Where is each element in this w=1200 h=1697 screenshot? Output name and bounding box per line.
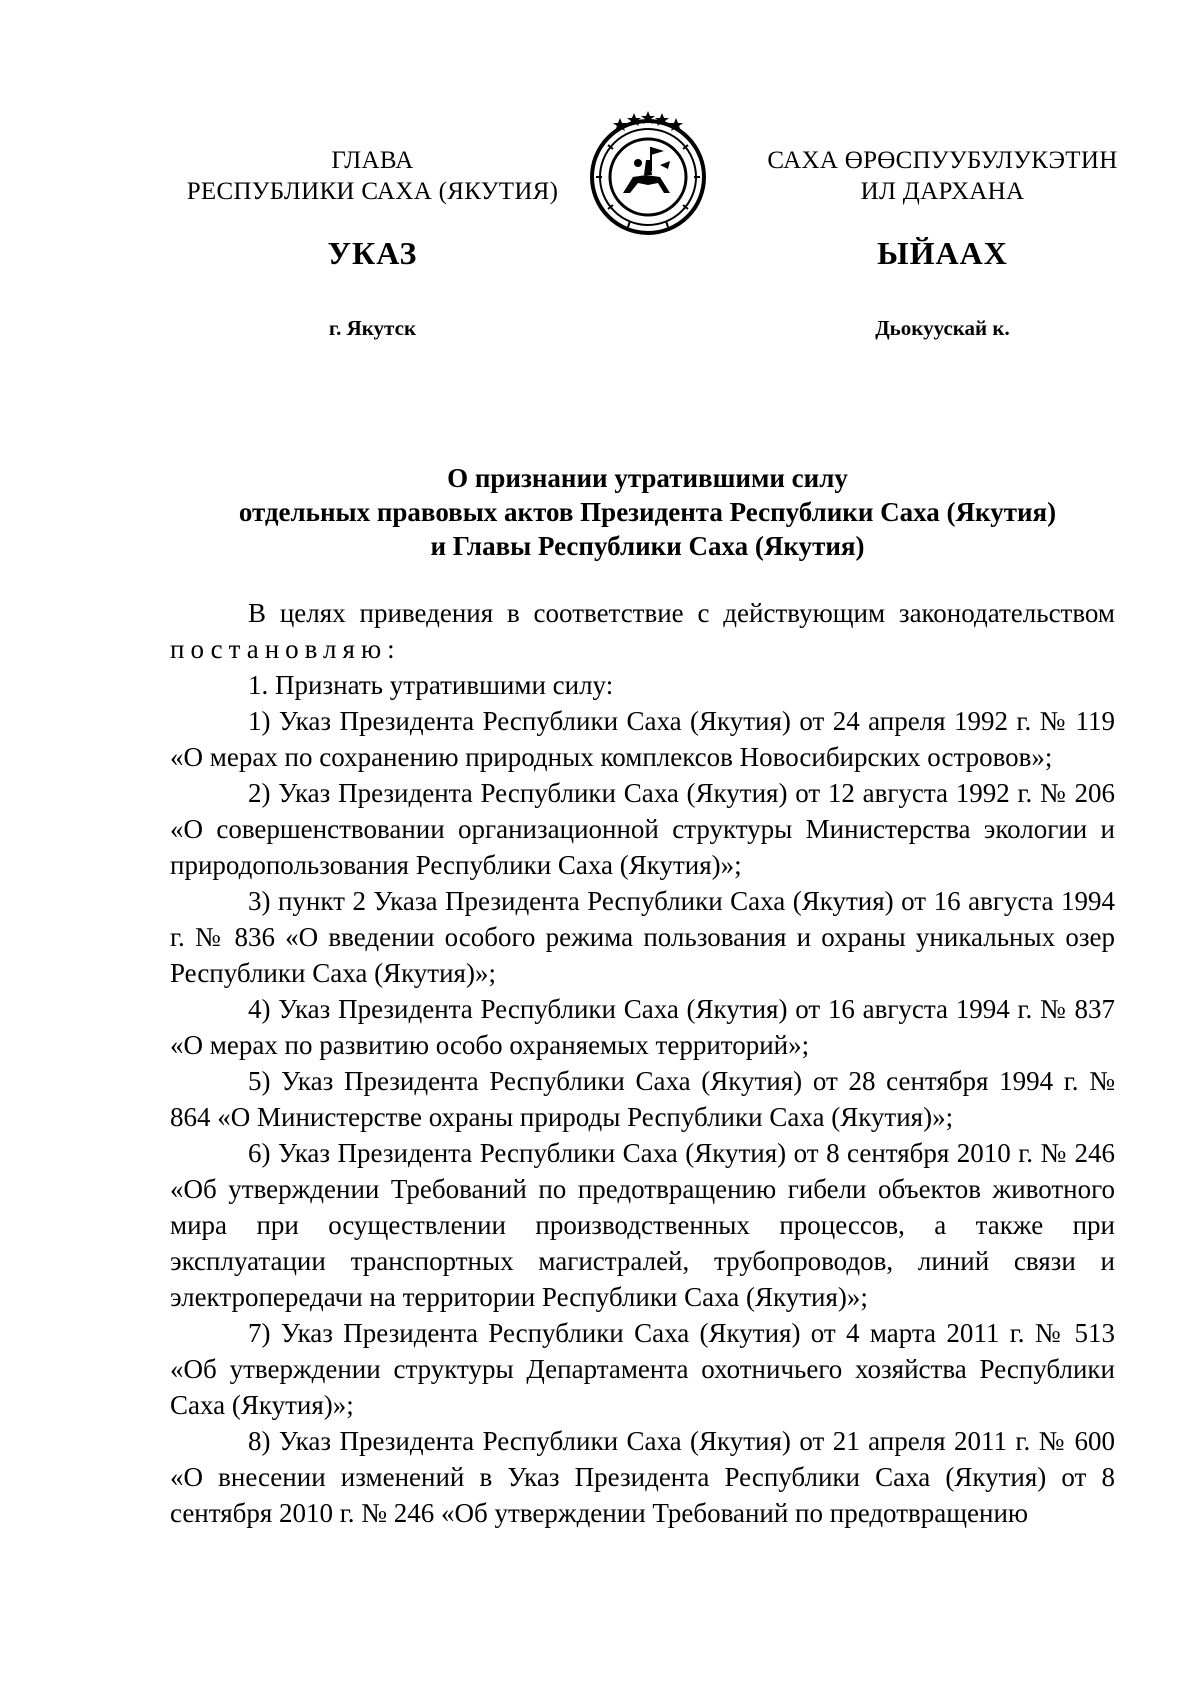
header-right-line1: САХА ӨРӨСПУУБУЛУКЭТИН xyxy=(767,147,1118,174)
doc-type-ru: УКАЗ xyxy=(327,235,418,271)
sub-item-8: 8) Указ Президента Республики Саха (Якутия) от 21 апреля 2011 г. № 600 «О внесении изменений в Указ Президента Республики Саха (Якутия) от 8 сентября 2010 г. № 246 «Об утверждении Требований по предотвращению xyxy=(170,1426,1115,1528)
sub-item-2: 2) Указ Президента Республики Саха (Якутия) от 12 августа 1992 г. № 206 «О совершенствовании организационной структуры Министерства экологии и природопользования Республики Саха (Якутия)»; xyxy=(170,778,1115,880)
sub-item-5: 5) Указ Президента Республики Саха (Якутия) от 28 сентября 1994 г. № 864 «О Министерстве охраны природы Республики Саха (Якутия)»; xyxy=(170,1066,1115,1132)
city-ru: г. Якутск xyxy=(328,316,417,340)
header-left-line2: РЕСПУБЛИКИ САХА (ЯКУТИЯ) xyxy=(186,178,559,205)
title-line1: О признании утратившими силу xyxy=(447,463,848,493)
coat-of-arms-emblem xyxy=(578,105,718,240)
header-left-block xyxy=(150,145,595,207)
decree-word: постановляю: xyxy=(170,634,401,664)
title-line2: отдельных правовых актов Президента Республики Саха (Якутия) xyxy=(238,497,1057,527)
intro-text: В целях приведения в соответствие с действующим законодательством xyxy=(248,598,1115,628)
sub-item-3: 3) пункт 2 Указа Президента Республики Саха (Якутия) от 16 августа 1994 г. № 836 «О введении особого режима пользования и охраны уникальных озер Республики Саха (Якутия)»; xyxy=(170,886,1115,988)
doc-type-sa: ЫЙААХ xyxy=(877,235,1008,271)
sub-item-1: 1) Указ Президента Республики Саха (Якутия) от 24 апреля 1992 г. № 119 «О мерах по сохранению природных комплексов Новосибирских островов»; xyxy=(170,706,1115,772)
sub-item-7: 7) Указ Президента Республики Саха (Якутия) от 4 марта 2011 г. № 513 «Об утверждении структуры Департамента охотничьего хозяйства Республики Саха (Якутия)»; xyxy=(170,1318,1115,1420)
header-left-line1: ГЛАВА xyxy=(331,147,414,174)
item-1: 1. Признать утратившими силу: xyxy=(248,670,614,700)
sub-item-6: 6) Указ Президента Республики Саха (Якутия) от 8 сентября 2010 г. № 246 «Об утверждении Требований по предотвращению гибели объектов животного мира при осуществлении производственных процессов, а также при эксплуатации транспортных магистралей, трубопроводов, линий связи и электропередачи на территории Республики Саха (Якутия)»; xyxy=(170,1138,1115,1312)
header-right-line2: ИЛ ДАРХАНА xyxy=(860,178,1025,205)
city-sa: Дьокуускай к. xyxy=(875,316,1010,340)
sub-item-4: 4) Указ Президента Республики Саха (Якутия) от 16 августа 1994 г. № 837 «О мерах по развитию особо охраняемых территорий»; xyxy=(170,994,1115,1060)
title-line3: и Главы Республики Саха (Якутия) xyxy=(430,531,865,561)
header-right-block xyxy=(740,145,1145,207)
intro-paragraph xyxy=(170,595,1115,667)
document-title xyxy=(150,461,1145,563)
document-body xyxy=(170,595,1115,1531)
